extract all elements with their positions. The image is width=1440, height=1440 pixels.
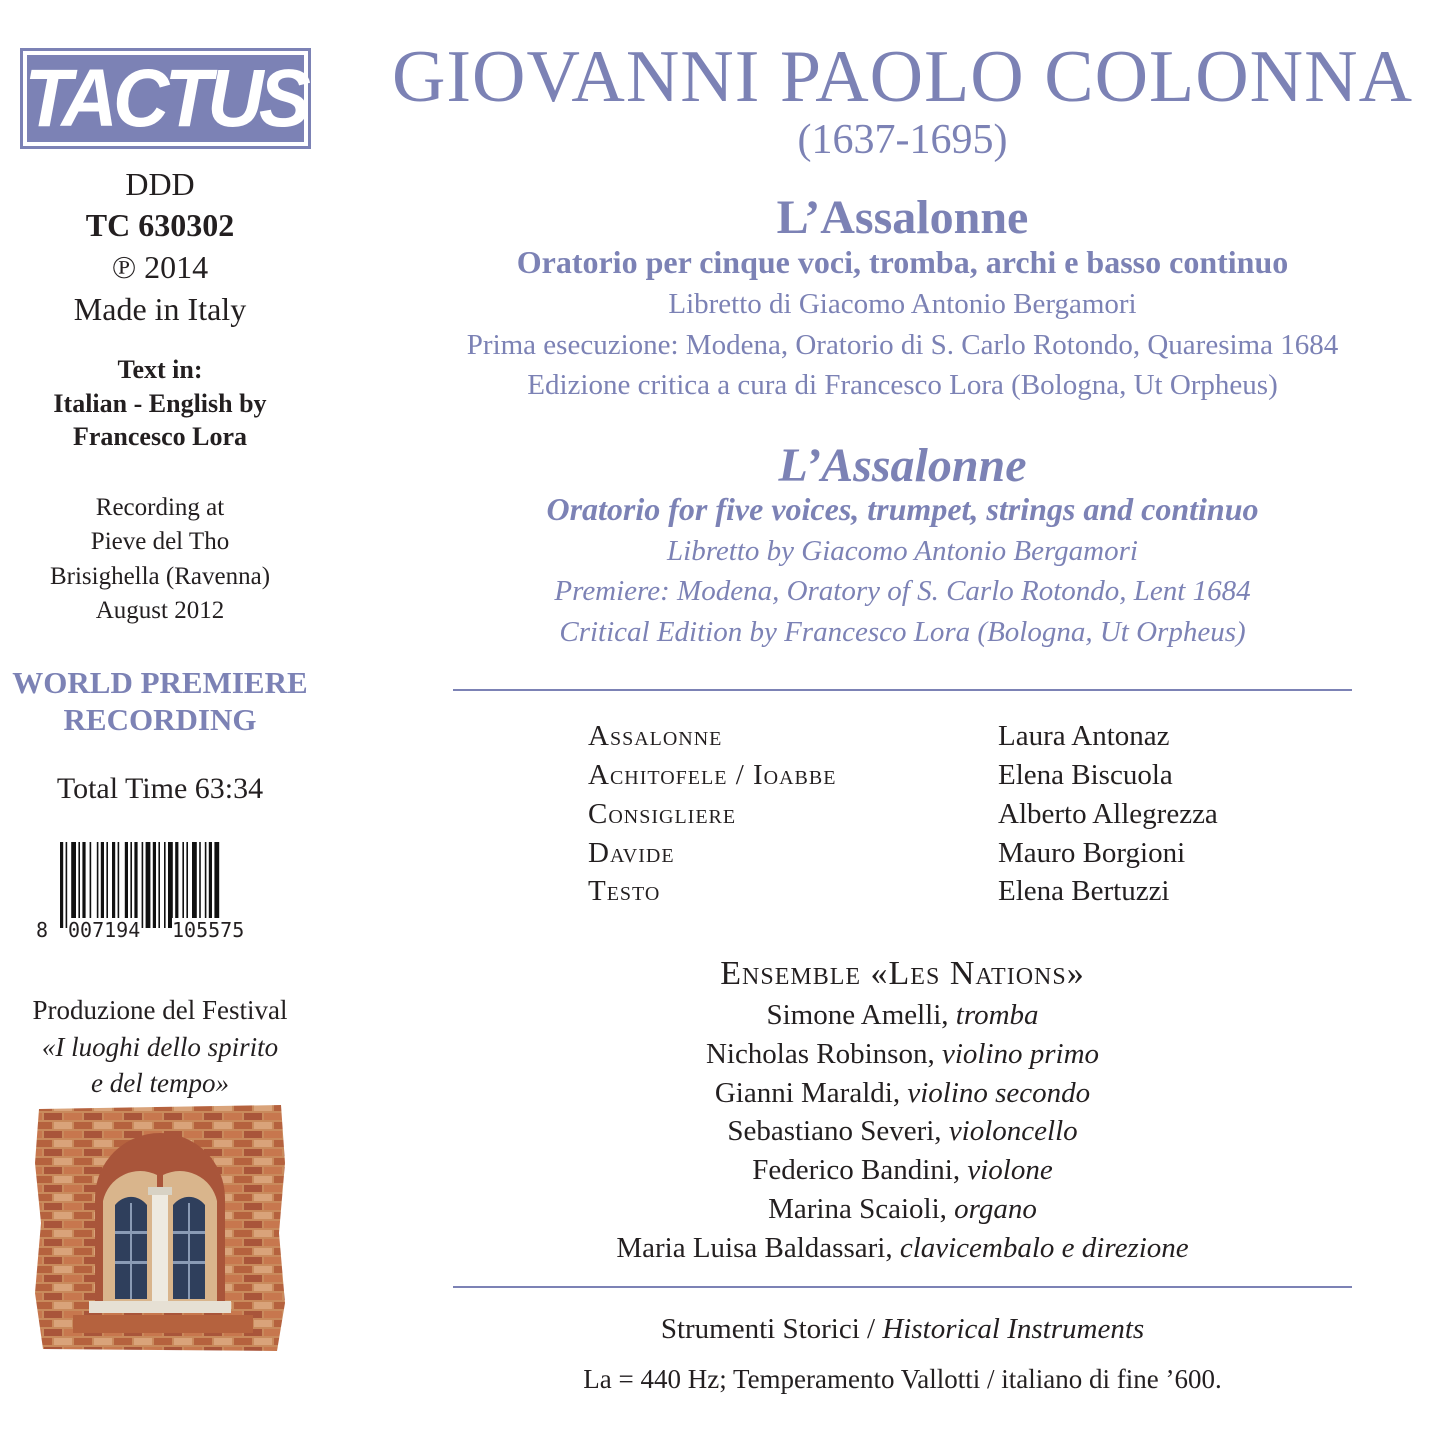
ensemble-member	[380, 999, 1425, 1032]
ensemble-member	[380, 1154, 1425, 1187]
world-premiere-line: RECORDING	[63, 702, 257, 737]
text-in-label: Text in:	[117, 355, 203, 384]
tuning-note: La = 440 Hz; Temperamento Vallotti / italiano di fine ’600.	[583, 1364, 1222, 1394]
festival-name-line: «I luoghi dello spirito	[41, 1032, 279, 1062]
instruments-note	[380, 1313, 1425, 1346]
festival-window-image	[33, 1103, 287, 1353]
cast-singer: Elena Bertuzzi	[998, 875, 1170, 907]
recording-line: Recording at	[95, 494, 225, 521]
barcode	[34, 842, 270, 942]
member-name: Sebastiano Severi,	[727, 1115, 949, 1147]
ensemble-member	[380, 1115, 1425, 1148]
premiere-english: Premiere: Modena, Oratory of S. Carlo Rotondo, Lent 1684	[554, 575, 1251, 607]
world-premiere-line: WORLD PREMIERE	[12, 665, 308, 700]
member-instrument: violone	[967, 1154, 1053, 1186]
member-instrument: violino primo	[941, 1038, 1100, 1070]
logo-box	[24, 52, 307, 144]
ensemble-name: Ensemble «Les Nations»	[720, 955, 1085, 992]
ensemble-member	[380, 1193, 1425, 1226]
cast-role: Consigliere	[588, 798, 737, 830]
member-name: Marina Scaioli,	[768, 1193, 955, 1225]
tactus-logo	[20, 48, 311, 149]
recording-line: Brisighella (Ravenna)	[49, 563, 271, 590]
format-label: DDD	[125, 166, 195, 202]
edition-italian: Edizione critica a cura di Francesco Lora (Bologna, Ut Orpheus)	[527, 369, 1278, 401]
cast-role: Achitofele / Ioabbe	[588, 759, 837, 791]
festival-name-line: e del tempo»	[91, 1068, 229, 1098]
member-name: Simone Amelli,	[766, 999, 956, 1031]
cast-role: Testo	[588, 875, 661, 907]
text-in-author: Francesco Lora	[72, 422, 247, 451]
production-line: Produzione del Festival	[32, 995, 288, 1025]
member-name: Maria Luisa Baldassari,	[616, 1232, 900, 1264]
member-instrument: tromba	[955, 999, 1039, 1031]
cast-singer: Mauro Borgioni	[998, 837, 1186, 869]
text-in-languages: Italian - English by	[53, 389, 267, 418]
barcode-left-digits: 007194	[68, 918, 141, 942]
member-instrument: violino secondo	[907, 1077, 1091, 1109]
barcode-first-digit: 8	[36, 918, 49, 942]
member-name: Nicholas Robinson,	[705, 1038, 942, 1070]
member-instrument: violoncello	[948, 1115, 1078, 1147]
work-title-english: L’Assalonne	[778, 439, 1027, 492]
work-title-italian: L’Assalonne	[776, 191, 1029, 244]
work-subtitle-italian: Oratorio per cinque voci, tromba, archi e basso continuo	[516, 244, 1289, 280]
total-time: Total Time 63:34	[56, 772, 264, 805]
cast-role: Davide	[588, 837, 675, 869]
ensemble-member	[380, 1077, 1425, 1110]
logo-text: TACTUS	[24, 52, 307, 144]
member-name: Gianni Maraldi,	[714, 1077, 908, 1109]
libretto-english: Libretto by Giacomo Antonio Bergamori	[667, 535, 1138, 567]
work-subtitle-english: Oratorio for five voices, trumpet, strings and continuo	[546, 491, 1259, 527]
cast-singer: Alberto Allegrezza	[998, 798, 1218, 830]
ensemble-member	[380, 1232, 1425, 1265]
edition-english: Critical Edition by Francesco Lora (Bologna, Ut Orpheus)	[559, 616, 1246, 648]
phonogram-year: ℗ 2014	[111, 249, 209, 285]
cast-singer: Elena Biscuola	[998, 759, 1173, 791]
composer-dates: (1637-1695)	[797, 117, 1008, 163]
barcode-right-digits: 105575	[172, 918, 245, 942]
catalog-number: TC 630302	[85, 207, 235, 243]
libretto-italian: Libretto di Giacomo Antonio Bergamori	[668, 288, 1137, 320]
cast-singer: Laura Antonaz	[998, 720, 1170, 752]
made-in: Made in Italy	[73, 291, 247, 327]
premiere-italian: Prima esecuzione: Modena, Oratorio di S. Carlo Rotondo, Quaresima 1684	[466, 329, 1339, 361]
recording-line: August 2012	[95, 597, 225, 624]
ensemble-member	[380, 1038, 1425, 1071]
cast-role: Assalonne	[588, 720, 723, 752]
composer-name: GIOVANNI PAOLO COLONNA	[391, 36, 1414, 118]
instruments-italian: Strumenti Storici /	[660, 1313, 883, 1345]
member-instrument: organo	[954, 1193, 1037, 1225]
member-instrument: clavicembalo e direzione	[899, 1232, 1189, 1264]
instruments-english: Historical Instruments	[882, 1313, 1145, 1345]
divider	[453, 1286, 1352, 1288]
member-name: Federico Bandini,	[752, 1154, 968, 1186]
divider	[453, 689, 1352, 691]
recording-line: Pieve del Tho	[90, 528, 230, 555]
